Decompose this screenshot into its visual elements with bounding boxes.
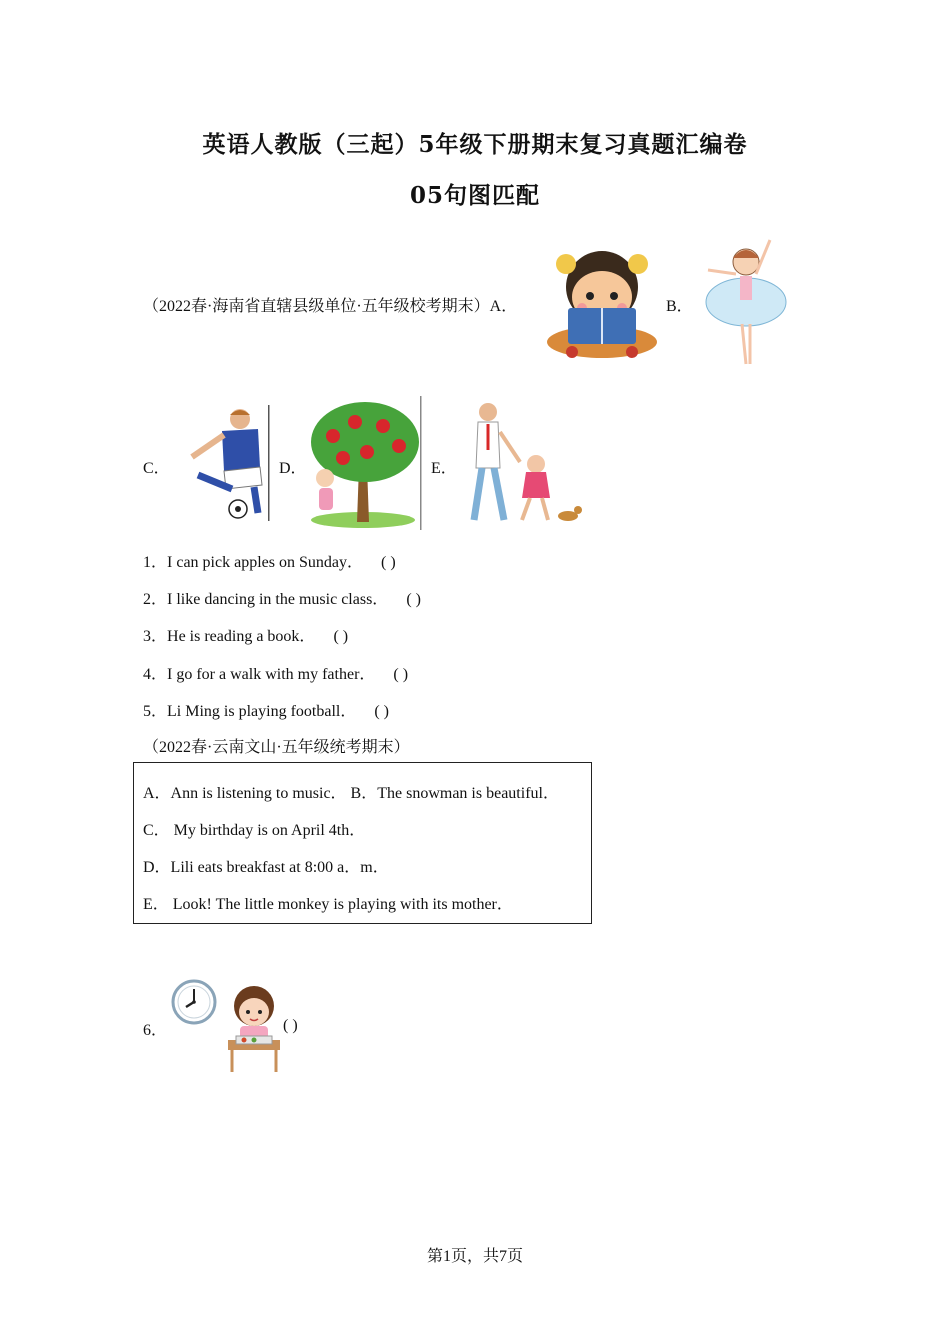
father-walk-icon (464, 402, 584, 528)
section2-source: （2022春·云南文山·五年级统考期末） (143, 739, 410, 756)
question-5-number: 5． (143, 703, 168, 720)
page-subtitle: 05句图匹配 (409, 182, 540, 209)
question-4-text: I go for a walk with my father． (167, 666, 376, 683)
answer-blank-6[interactable]: ( ) (283, 1017, 298, 1034)
label-a: A． (489, 298, 518, 315)
answer-blank-3[interactable]: ( ) (333, 628, 349, 645)
question-4 (143, 661, 408, 684)
section1-source-text: （2022春·海南省直辖县级单位·五年级校考期末） (143, 298, 490, 315)
clock-icon (170, 978, 218, 1026)
question-4-number: 4． (143, 666, 168, 683)
option-a-b: A．Ann is listening to music． B．The snowman is beautiful． (143, 785, 559, 802)
answer-blank-4[interactable]: ( ) (393, 666, 409, 683)
question-2-number: 2． (143, 591, 168, 608)
girl-breakfast-icon (222, 982, 286, 1076)
question-1 (143, 549, 396, 572)
label-e: E． (431, 460, 457, 477)
label-b: B． (666, 298, 693, 315)
question-3 (143, 623, 348, 646)
label-d: D． (279, 460, 307, 477)
question-2-text: I like dancing in the music class． (167, 591, 389, 608)
answer-blank-5[interactable]: ( ) (374, 703, 389, 720)
answer-blank-1[interactable]: ( ) (380, 554, 396, 571)
label-c: C． (143, 460, 170, 477)
question-5 (143, 698, 389, 721)
question-5-text: Li Ming is playing football． (167, 703, 357, 720)
option-c: C． My birthday is on April 4th． (143, 822, 366, 839)
page-title: 英语人教版（三起）5年级下册期末复习真题汇编卷 (202, 131, 748, 158)
question-2 (143, 586, 421, 609)
question-1-text: I can pick apples on Sunday． (167, 554, 363, 571)
option-e: E． Look! The little monkey is playing with its mother． (143, 896, 513, 913)
page-number: 第1页，共7页 (426, 1248, 523, 1265)
girl-reading-icon (542, 242, 662, 360)
answer-blank-2[interactable]: ( ) (406, 591, 421, 608)
ballerina-icon (700, 232, 792, 372)
apple-tree-icon (303, 396, 423, 530)
question-3-text: He is reading a book． (167, 628, 316, 645)
football-player-icon (178, 405, 272, 521)
question-1-number: 1． (143, 554, 168, 571)
question-3-number: 3． (143, 628, 168, 645)
section1-source (143, 293, 517, 316)
question-6-number: 6． (143, 1022, 168, 1039)
option-d: D．Lili eats breakfast at 8:00 a．m． (143, 859, 389, 876)
